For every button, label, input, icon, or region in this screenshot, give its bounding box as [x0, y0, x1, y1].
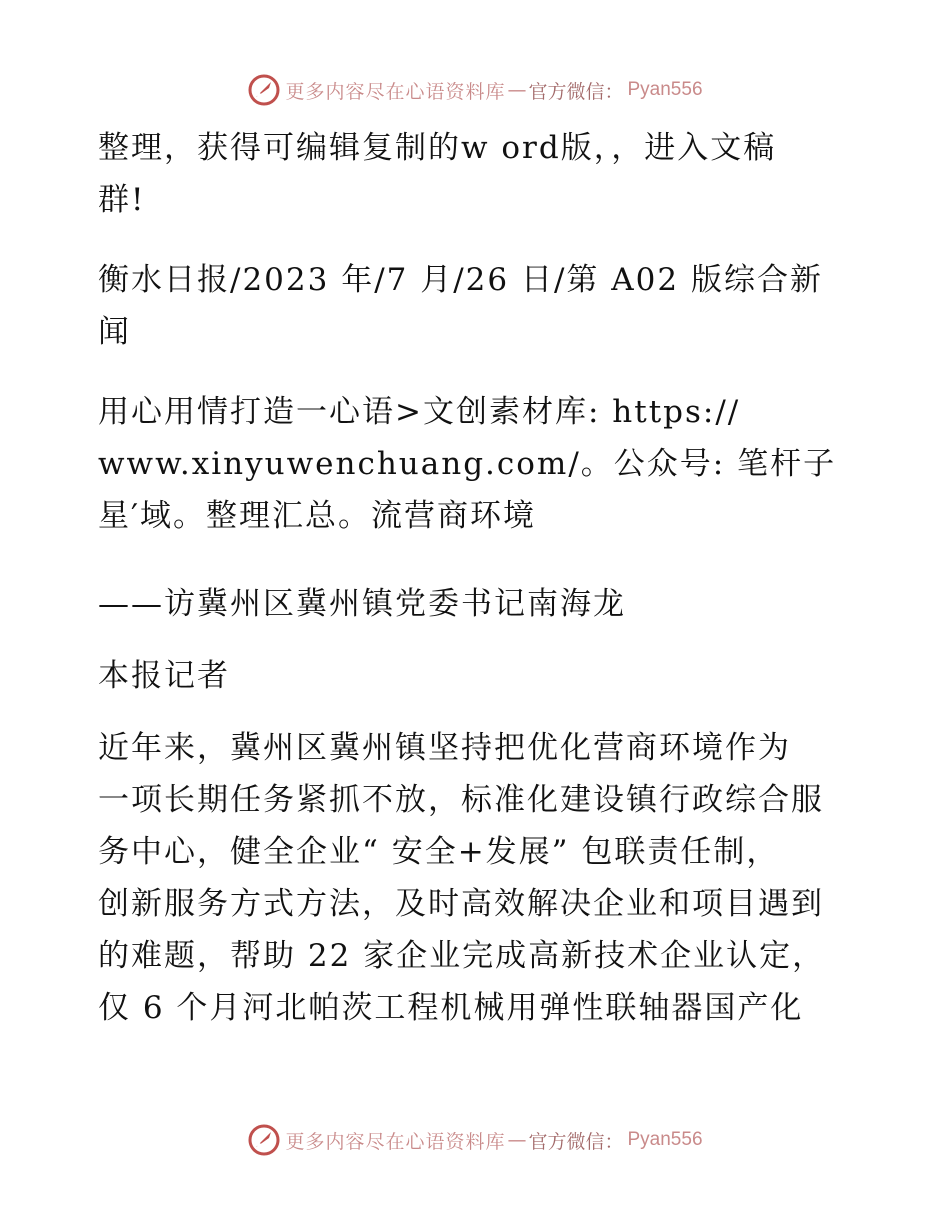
- text-line: 群!: [98, 182, 146, 218]
- watermark-separator: —: [507, 79, 527, 101]
- watermark-separator: —: [507, 1129, 527, 1151]
- paragraph-intro: [98, 122, 878, 226]
- paragraph-byline: [98, 650, 878, 702]
- text-line: 创新服务方式方法，及时高效解决企业和项目遇到: [98, 886, 824, 922]
- text-line: ——访冀州区冀州镇党委书记南海龙: [98, 586, 626, 622]
- watermark-footer: [0, 1120, 950, 1160]
- watermark-wechat: Pyan556: [627, 79, 703, 100]
- watermark-wechat: Pyan556: [627, 1129, 703, 1150]
- paragraph-body: [98, 722, 878, 1034]
- quill-seal-icon: [247, 73, 281, 107]
- text-line: 的难题，帮助 22 家企业完成高新技术企业认定，: [98, 938, 826, 974]
- watermark-text: 更多内容尽在心语资料库: [285, 1130, 506, 1153]
- text-line: 一项长期任务紧抓不放，标准化建设镇行政综合服: [98, 782, 824, 818]
- text-line: 用心用情打造一心语>文创素材库: https://: [98, 394, 741, 430]
- watermark-label: 官方微信：: [528, 1130, 624, 1153]
- text-line: 闻: [98, 314, 131, 350]
- text-line: www.xinyuwenchuang.com/。公众号: 笔杆子: [98, 446, 837, 482]
- text-line: 务中心，健全企业“ 安全+发展” 包联责任制，: [98, 834, 780, 870]
- text-line: 整理，获得可编辑复制的w ord版，，进入文稿: [98, 130, 777, 166]
- text-line: 星′域。整理汇总。流营商环境: [98, 498, 537, 534]
- watermark-text: 更多内容尽在心语资料库: [285, 80, 506, 103]
- text-line: 衡水日报/2023 年/7 月/26 日/第 A02 版综合新: [98, 262, 823, 298]
- quill-seal-icon: [247, 1123, 281, 1157]
- paragraph-source: [98, 254, 878, 358]
- watermark-label: 官方微信：: [528, 80, 624, 103]
- paragraph-subtitle: [98, 578, 878, 630]
- text-line: 近年来，冀州区冀州镇坚持把优化营商环境作为: [98, 730, 791, 766]
- text-line: 仅 6 个月河北帕茨工程机械用弹性联轴器国产化: [98, 990, 804, 1026]
- paragraph-title: [98, 386, 878, 542]
- text-line: 本报记者: [98, 658, 230, 694]
- watermark-header: [0, 70, 950, 110]
